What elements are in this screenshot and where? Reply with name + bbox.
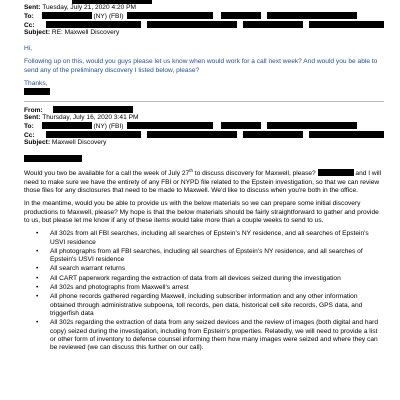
original-from-line [24,106,384,114]
redaction-bar [127,122,213,129]
redaction-bar [127,12,213,19]
reply-signoff: Thanks, [24,80,48,88]
message-divider [24,101,384,102]
original-paragraph-1: Would you two be available for a call the week of July 27th to discuss discovery for Maxwell, please? and I will need to make sure we have the entirety of any FBI or NYPD file related to the Epstein investigation, so that we can review those files for any disclosures that need to be made to Maxwell. We'd like to discuss when you're both in the office. [24,168,382,195]
redaction-bar [53,106,133,113]
list-item: • All 302s and photographs from Maxwell's arrest [50,284,384,292]
reply-to-line [24,12,384,20]
original-cc-line [24,131,384,139]
redaction-bar [42,122,92,129]
list-item: • All photographs from all FBI searches, including all searches of Epstein's NY residence, and all searches of Epstein's USVI residence [50,248,384,265]
redaction-bar [221,12,261,19]
subject-value: Maxwell Discovery [51,138,107,146]
redaction-bar [42,12,92,19]
redaction-bar [267,12,357,19]
cc-label: Cc: [24,21,35,29]
list-item: • All 302s from all FBI searches, including all searches of Epstein's NY residence, and all searches of Epstein's USVI residence [50,230,384,247]
subject-label: Subject: [24,138,51,146]
reply-cc-line [24,21,384,29]
list-item: • All search warrant returns [50,265,384,273]
redaction-bar [243,21,303,28]
redaction-bar [267,122,357,129]
redaction-bar [243,131,303,138]
sent-label: Sent: [24,113,41,121]
sent-value: Tuesday, July 21, 2020 4:20 PM [42,4,137,11]
redaction-bar [318,169,354,176]
redaction-bar [221,122,261,129]
list-item: • All CART paperwork regarding the extraction of data from all devices seized during the investigation [50,275,384,283]
signature-redaction [24,88,50,95]
redaction-bar [147,131,237,138]
cc-label: Cc: [24,131,35,139]
reply-sent-line [24,4,384,12]
to-label: To: [24,123,34,131]
list-item: • All 302s regarding the extraction of data from any seized devices and the review of images (both digital and hard copy) seized during the investigation, including from Epstein's properties. Relatedly, we will need to provide a list or other form of inventory to defense counsel informing them how many images were seized and where they can be reviewed (we can discuss this further on our call). [50,319,384,352]
subject-value: RE: Maxwell Discovery [51,28,120,36]
from-label: From: [24,106,43,114]
original-subject-line [24,139,384,147]
sent-value: Thursday, July 16, 2020 3:41 PM [42,113,139,121]
subject-label: Subject: [24,28,51,36]
original-sent-line [24,114,384,122]
list-item: • All phone records gathered regarding Maxwell, including subscriber information and any other information obtained through administrative subpoena, toll records, pen data, historical cell site records, GPS data, and triggerfish data [50,293,384,318]
redaction-bar [46,131,141,138]
redaction-bar [46,21,141,28]
to-org: (NY) (FBI) [93,13,124,21]
sent-label: Sent: [24,4,41,11]
salutation-redaction [24,155,82,162]
reply-greeting: Hi, [24,45,33,53]
to-org: (NY) (FBI) [93,123,124,131]
reply-subject-line [24,29,384,37]
to-label: To: [24,13,34,21]
original-paragraph-2: In the meantime, would you be able to provide us with the below materials so we can prepare some initial discovery productions to Maxwell, please? My hope is that the below materials should be fairly straightforward to gather and provide to us, but please let me know if any of these items would take more than a couple weeks to send to us. [24,200,379,224]
redaction-bar [309,21,384,28]
discovery-request-list [24,230,384,352]
redaction-bar [309,131,384,138]
original-to-line [24,122,384,130]
redaction-bar [147,21,237,28]
reply-body: Following up on this, would you guys please let us know when would work for a call next week? And would you be able to send any of the preliminary discovery I listed below, please? [24,58,378,74]
